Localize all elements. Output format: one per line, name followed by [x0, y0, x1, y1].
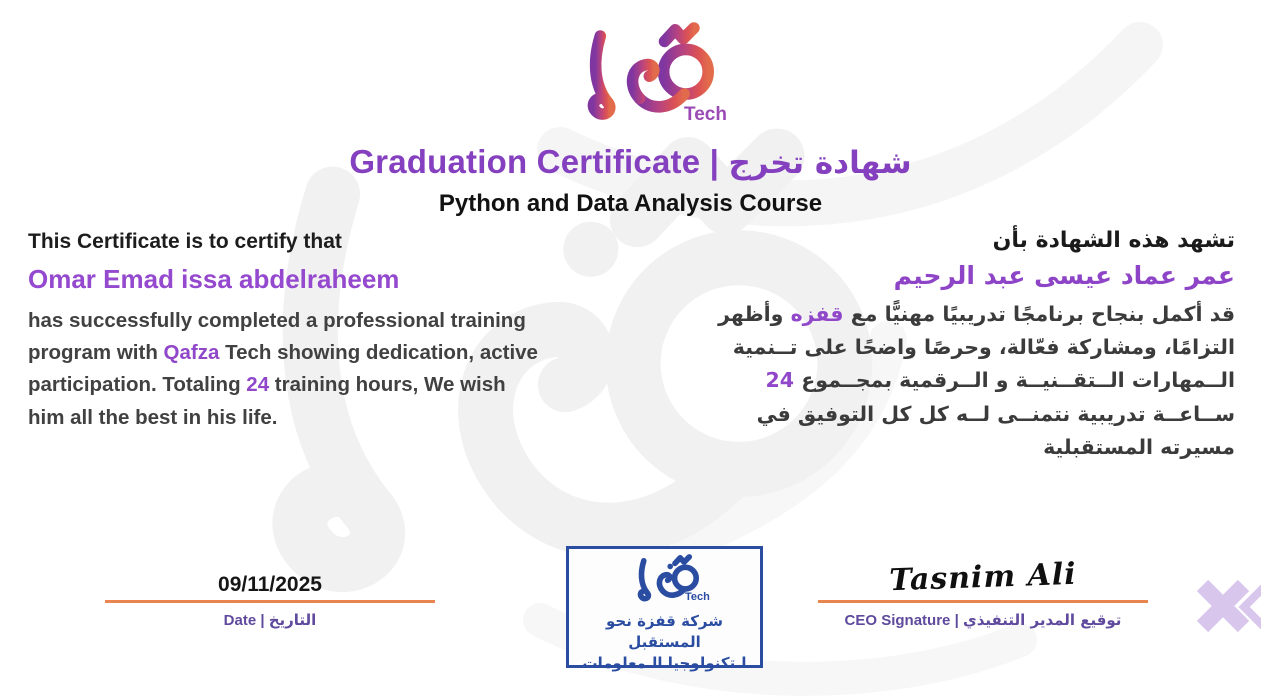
english-hours-highlight: 24: [246, 373, 270, 397]
x-decoration-icon: [1192, 572, 1261, 644]
english-body: [28, 305, 538, 434]
english-body-text: Tech showing dedication, active participation. Totaling: [28, 341, 538, 397]
date-label-arabic: التاريخ: [268, 611, 317, 629]
recipient-name-arabic: عمر عماد عيسى عبد الرحيم: [893, 261, 1235, 290]
signature-label-english: CEO Signature: [844, 612, 951, 629]
logo-tech-label: Tech: [684, 104, 727, 125]
title-english: Graduation Certificate: [349, 143, 701, 180]
date-section: [105, 573, 435, 629]
arabic-hours-highlight: 24: [765, 368, 795, 393]
course-name: Python and Data Analysis Course: [438, 190, 823, 217]
date-value: 09/11/2025: [218, 573, 322, 596]
english-intro: This Certificate is to certify that: [28, 230, 342, 253]
stamp-company-line2: لـتكنولوجيا الـمعلومات: [582, 654, 747, 672]
arabic-brand-highlight: قفزه: [790, 302, 844, 326]
stamp-company-line1: شركة قفزة نحو المستقبل: [606, 612, 723, 651]
ceo-signature-handwriting: Tasnim Ali: [888, 556, 1078, 599]
title-separator: |: [709, 143, 720, 180]
signature-label-arabic: توقيع المدير التنفيذي: [962, 611, 1122, 629]
arabic-body: [715, 298, 1235, 464]
date-label-english: Date: [223, 612, 257, 629]
english-body-text: has successfully completed a professional training program with: [28, 309, 526, 365]
arabic-body-text: ســاعــة تدريبية نتمنــى لــه كل كل التوفيق في مسيرته المستقبلية: [756, 401, 1235, 459]
company-stamp: [566, 546, 763, 672]
date-label: [105, 611, 435, 629]
stamp-tech-label: Tech: [685, 591, 710, 603]
qafza-logo: [568, 20, 738, 132]
english-brand-highlight: Qafza: [163, 341, 220, 365]
signature-section: [818, 556, 1148, 629]
arabic-text-block: [715, 228, 1235, 464]
arabic-body-text: وأظهر التزامًا، ومشاركة فعّالة، وحرصًا واضحًا على تــنمية الــمهارات الــتقــنيــة و الــرقمية بمجــموع: [718, 302, 1235, 393]
arabic-intro: تشهد هذه الشهادة بأن: [992, 228, 1235, 253]
signature-underline: [818, 600, 1148, 603]
english-text-block: [28, 230, 538, 434]
certificate-title: [0, 143, 1261, 181]
date-label-separator: |: [260, 612, 265, 629]
signature-label: [818, 611, 1148, 629]
stamp-logo: [569, 553, 760, 611]
title-arabic: شهادة تخرج: [728, 145, 912, 181]
signature-label-separator: |: [954, 612, 959, 629]
english-body-text: training hours, We wish him all the best in his life.: [28, 373, 506, 429]
recipient-name-english: Omar Emad issa abdelraheem: [28, 264, 400, 294]
arabic-body-text: قد أكمل بنجاح برنامجًا تدريبيًا مهنيًّا مع: [843, 302, 1235, 326]
date-underline: [105, 600, 435, 603]
